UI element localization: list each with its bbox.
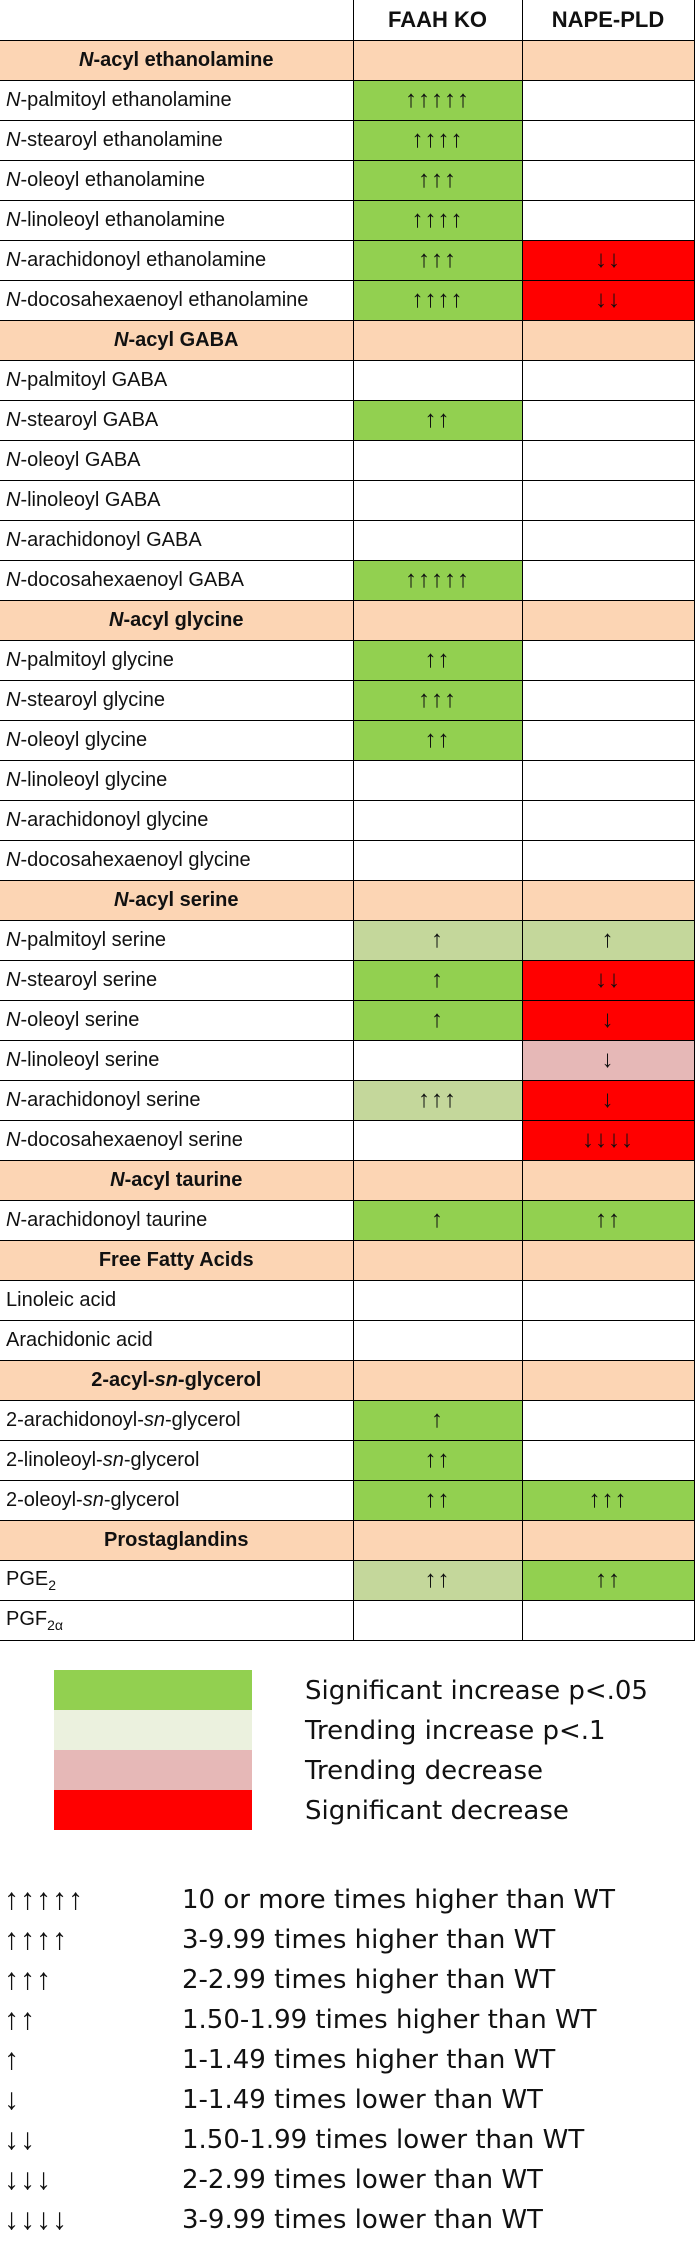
faah-change-cell — [353, 440, 522, 480]
faah-change-cell: ↑↑↑ — [353, 160, 522, 200]
compound-name: N-arachidonoyl serine — [0, 1080, 353, 1120]
faah-change-cell — [353, 760, 522, 800]
arrow-symbols: ↓↓↓ — [4, 2163, 52, 2196]
table-row — [0, 440, 694, 480]
section-blank-cell — [353, 1160, 522, 1200]
arrow-legend-label: 1-1.49 times higher than WT — [182, 2045, 556, 2075]
table-row — [0, 680, 694, 720]
faah-change-cell — [353, 520, 522, 560]
faah-change-cell: ↑↑ — [353, 1440, 522, 1480]
section-blank-cell — [522, 1160, 694, 1200]
faah-change-cell: ↑↑↑↑ — [353, 120, 522, 160]
arrow-legend-item — [0, 2040, 700, 2080]
section-header-n-acyl-serine — [0, 880, 694, 920]
section-blank-cell — [522, 1240, 694, 1280]
compound-name: N-docosahexaenoyl GABA — [0, 560, 353, 600]
nape-change-cell — [522, 520, 694, 560]
compound-name: N-stearoyl ethanolamine — [0, 120, 353, 160]
compound-name: N-oleoyl glycine — [0, 720, 353, 760]
compound-name: N-arachidonoyl ethanolamine — [0, 240, 353, 280]
color-swatch — [54, 1710, 252, 1750]
table-row — [0, 1280, 694, 1320]
table-row — [0, 360, 694, 400]
table-row — [0, 920, 694, 960]
section-title: N-acyl taurine — [0, 1160, 353, 1200]
nape-change-cell — [522, 560, 694, 600]
faah-change-cell — [353, 360, 522, 400]
arrow-legend-item — [0, 1920, 700, 1960]
faah-change-cell: ↑↑↑↑↑ — [353, 560, 522, 600]
section-title: N-acyl glycine — [0, 600, 353, 640]
faah-change-cell: ↑ — [353, 1000, 522, 1040]
nape-change-cell — [522, 1280, 694, 1320]
section-header-n-acyl-taurine — [0, 1160, 694, 1200]
arrow-legend-item — [0, 2080, 700, 2120]
faah-change-cell — [353, 800, 522, 840]
arrow-legend-item — [0, 2120, 700, 2160]
arrow-legend-label: 10 or more times higher than WT — [182, 1885, 615, 1915]
faah-change-cell — [353, 840, 522, 880]
nape-change-cell — [522, 760, 694, 800]
compound-name: N-docosahexaenoyl ethanolamine — [0, 280, 353, 320]
color-legend-item — [0, 1710, 700, 1750]
arrow-symbols: ↓↓ — [4, 2123, 36, 2156]
table-row — [0, 1200, 694, 1240]
table-row — [0, 280, 694, 320]
arrow-legend-item — [0, 1880, 700, 1920]
compound-name: N-docosahexaenoyl glycine — [0, 840, 353, 880]
compound-name: 2-linoleoyl-sn-glycerol — [0, 1440, 353, 1480]
section-blank-cell — [522, 320, 694, 360]
faah-change-cell: ↑↑ — [353, 640, 522, 680]
compound-name: Linoleic acid — [0, 1280, 353, 1320]
section-header-n-acyl-glycine — [0, 600, 694, 640]
nape-change-cell: ↓↓ — [522, 240, 694, 280]
table-row — [0, 1440, 694, 1480]
nape-change-cell — [522, 1320, 694, 1360]
section-header-n-acyl-ethanolamine — [0, 40, 694, 80]
nape-change-cell — [522, 680, 694, 720]
nape-change-cell — [522, 480, 694, 520]
faah-change-cell: ↑↑↑↑↑ — [353, 80, 522, 120]
compound-name: N-oleoyl serine — [0, 1000, 353, 1040]
nape-change-cell — [522, 80, 694, 120]
section-title: N-acyl ethanolamine — [0, 40, 353, 80]
compound-name: N-stearoyl glycine — [0, 680, 353, 720]
compound-name: N-linoleoyl glycine — [0, 760, 353, 800]
table-row — [0, 560, 694, 600]
nape-change-cell: ↓ — [522, 1080, 694, 1120]
faah-change-cell: ↑↑ — [353, 720, 522, 760]
nape-change-cell: ↑↑ — [522, 1200, 694, 1240]
compound-name: $PGE_2$ — [0, 1560, 353, 1600]
table-row — [0, 120, 694, 160]
nape-change-cell — [522, 800, 694, 840]
faah-change-cell: ↑↑↑↑ — [353, 200, 522, 240]
nape-change-cell — [522, 640, 694, 680]
compound-name: N-stearoyl GABA — [0, 400, 353, 440]
compound-name: N-stearoyl serine — [0, 960, 353, 1000]
nape-change-cell — [522, 400, 694, 440]
nape-change-cell: ↑ — [522, 920, 694, 960]
compound-name: N-linoleoyl serine — [0, 1040, 353, 1080]
section-blank-cell — [353, 600, 522, 640]
nape-change-cell — [522, 1440, 694, 1480]
section-blank-cell — [522, 40, 694, 80]
compound-name: Arachidonic acid — [0, 1320, 353, 1360]
compound-name: N-linoleoyl ethanolamine — [0, 200, 353, 240]
table-row — [0, 160, 694, 200]
arrow-legend-label: 2-2.99 times higher than WT — [182, 1965, 556, 1995]
nape-change-cell — [522, 120, 694, 160]
compound-name: N-arachidonoyl GABA — [0, 520, 353, 560]
table-row — [0, 640, 694, 680]
nape-change-cell: ↓↓ — [522, 960, 694, 1000]
table-row — [0, 720, 694, 760]
faah-change-cell: ↑ — [353, 920, 522, 960]
nape-change-cell: ↓↓ — [522, 280, 694, 320]
section-blank-cell — [353, 1240, 522, 1280]
faah-change-cell — [353, 1040, 522, 1080]
nape-change-cell: ↑↑↑ — [522, 1480, 694, 1520]
color-swatch — [54, 1790, 252, 1830]
nape-change-cell: ↓ — [522, 1000, 694, 1040]
faah-change-cell: ↑↑ — [353, 1560, 522, 1600]
table-row — [0, 480, 694, 520]
compound-name: N-arachidonoyl glycine — [0, 800, 353, 840]
nape-change-cell — [522, 160, 694, 200]
table-row — [0, 80, 694, 120]
section-title: Free Fatty Acids — [0, 1240, 353, 1280]
faah-change-cell — [353, 480, 522, 520]
arrow-legend-label: 1.50-1.99 times lower than WT — [182, 2125, 585, 2155]
table-row — [0, 200, 694, 240]
nape-change-cell — [522, 440, 694, 480]
section-blank-cell — [353, 1360, 522, 1400]
faah-change-cell: ↑↑↑ — [353, 1080, 522, 1120]
arrow-legend-label: 1.50-1.99 times higher than WT — [182, 2005, 597, 2035]
compound-name: $PGF_{2\alpha}$ — [0, 1600, 353, 1640]
arrow-legend-item — [0, 2160, 700, 2200]
compound-name: 2-oleoyl-sn-glycerol — [0, 1480, 353, 1520]
nape-change-cell: ↑↑ — [522, 1560, 694, 1600]
section-title: N-acyl GABA — [0, 320, 353, 360]
faah-change-cell — [353, 1320, 522, 1360]
column-header-faah: FAAH KO — [353, 0, 522, 40]
color-legend-item — [0, 1670, 700, 1710]
arrow-symbols: ↑↑↑ — [4, 1963, 52, 1996]
nape-change-cell — [522, 360, 694, 400]
compound-name: N-palmitoyl ethanolamine — [0, 80, 353, 120]
nape-change-cell: ↓↓↓↓ — [522, 1120, 694, 1160]
nape-change-cell — [522, 200, 694, 240]
nape-change-cell — [522, 1400, 694, 1440]
table-row — [0, 840, 694, 880]
section-title: 2-acyl-sn-glycerol — [0, 1360, 353, 1400]
arrow-legend-label: 1-1.49 times lower than WT — [182, 2085, 543, 2115]
section-title: Prostaglandins — [0, 1520, 353, 1560]
compound-name: N-palmitoyl glycine — [0, 640, 353, 680]
arrow-symbols: ↑ — [4, 2043, 20, 2076]
faah-change-cell: ↑ — [353, 1400, 522, 1440]
arrow-legend-item — [0, 2200, 700, 2240]
compound-name: N-arachidonoyl taurine — [0, 1200, 353, 1240]
arrow-legend-label: 2-2.99 times lower than WT — [182, 2165, 543, 2195]
faah-change-cell: ↑↑↑ — [353, 680, 522, 720]
table-row — [0, 400, 694, 440]
compound-name: N-palmitoyl serine — [0, 920, 353, 960]
table-row — [0, 1400, 694, 1440]
compound-name: N-oleoyl GABA — [0, 440, 353, 480]
table-row — [0, 1480, 694, 1520]
section-blank-cell — [353, 880, 522, 920]
section-blank-cell — [522, 600, 694, 640]
table-row — [0, 1600, 694, 1640]
table-row — [0, 800, 694, 840]
arrow-symbols: ↓ — [4, 2083, 20, 2116]
nape-change-cell — [522, 720, 694, 760]
color-legend-label: Significant decrease — [305, 1796, 569, 1826]
arrow-symbols: ↑↑↑↑↑ — [4, 1883, 84, 1916]
color-legend-label: Trending decrease — [305, 1756, 544, 1786]
color-legend-item — [0, 1790, 700, 1830]
color-swatch — [54, 1670, 252, 1710]
faah-change-cell: ↑ — [353, 1200, 522, 1240]
arrow-legend-label: 3-9.99 times higher than WT — [182, 1925, 556, 1955]
compound-name: N-oleoyl ethanolamine — [0, 160, 353, 200]
arrow-symbols: ↑↑ — [4, 2003, 36, 2036]
faah-change-cell: ↑↑ — [353, 400, 522, 440]
section-header-n-acyl-gaba — [0, 320, 694, 360]
color-legend-label: Trending increase p<.1 — [305, 1716, 606, 1746]
faah-change-cell: ↑↑ — [353, 1480, 522, 1520]
arrow-legend-item — [0, 2000, 700, 2040]
compound-name: N-palmitoyl GABA — [0, 360, 353, 400]
section-title: N-acyl serine — [0, 880, 353, 920]
faah-change-cell: ↑↑↑ — [353, 240, 522, 280]
section-blank-cell — [522, 1360, 694, 1400]
section-header-free-fatty-acids — [0, 1240, 694, 1280]
compound-name: N-linoleoyl GABA — [0, 480, 353, 520]
table-row — [0, 760, 694, 800]
arrow-legend-label: 3-9.99 times lower than WT — [182, 2205, 543, 2235]
faah-change-cell: ↑ — [353, 960, 522, 1000]
arrow-symbols: ↓↓↓↓ — [4, 2203, 68, 2236]
section-header-2-acyl-sn-glycerol — [0, 1360, 694, 1400]
table-row — [0, 520, 694, 560]
section-header-prostaglandins — [0, 1520, 694, 1560]
table-row — [0, 1120, 694, 1160]
section-blank-cell — [353, 40, 522, 80]
color-legend-item — [0, 1750, 700, 1790]
faah-change-cell: ↑↑↑↑ — [353, 280, 522, 320]
corner-cell — [0, 0, 353, 40]
table-row — [0, 240, 694, 280]
faah-change-cell — [353, 1600, 522, 1640]
compound-name: N-docosahexaenoyl serine — [0, 1120, 353, 1160]
faah-change-cell — [353, 1280, 522, 1320]
table-body — [0, 40, 694, 1640]
color-legend-label: Significant increase p<.05 — [305, 1676, 648, 1706]
nape-change-cell — [522, 1600, 694, 1640]
column-header-nape: NAPE-PLD — [522, 0, 694, 40]
nape-change-cell: ↓ — [522, 1040, 694, 1080]
column-header-row — [0, 0, 694, 40]
table-row — [0, 1040, 694, 1080]
table-row — [0, 1560, 694, 1600]
arrow-symbols: ↑↑↑↑ — [4, 1923, 68, 1956]
faah-change-cell — [353, 1120, 522, 1160]
table-row — [0, 1000, 694, 1040]
table-row — [0, 960, 694, 1000]
table-row — [0, 1080, 694, 1120]
color-swatch — [54, 1750, 252, 1790]
section-blank-cell — [353, 1520, 522, 1560]
compound-name: 2-arachidonoyl-sn-glycerol — [0, 1400, 353, 1440]
section-blank-cell — [353, 320, 522, 360]
nape-change-cell — [522, 840, 694, 880]
section-blank-cell — [522, 880, 694, 920]
section-blank-cell — [522, 1520, 694, 1560]
table-row — [0, 1320, 694, 1360]
arrow-legend-item — [0, 1960, 700, 2000]
